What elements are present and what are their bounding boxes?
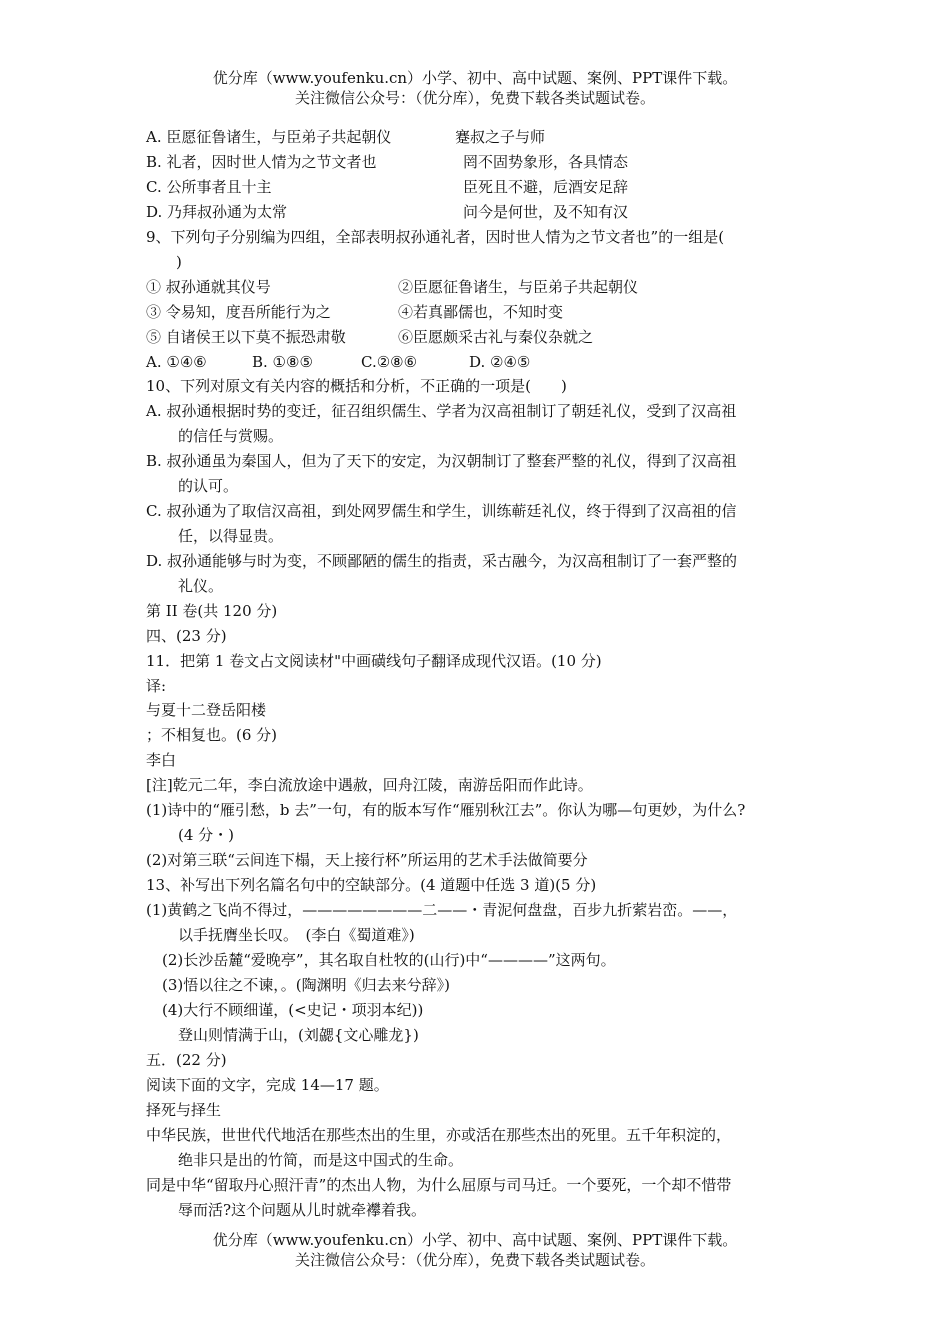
reading-instruction: 阅读下面的文字，完成 14—17 题。 bbox=[146, 1076, 389, 1094]
fill-1: (1)黄鹤之飞尚不得过，————————二——・青泥何盘盘，百步九折萦岩峦。——， bbox=[146, 901, 738, 919]
translation-label: 译: bbox=[146, 677, 167, 695]
poem-author: 李白 bbox=[146, 751, 177, 769]
fill-2: (2)长沙岳麓“爱晚亭”，其名取自杜牧的(山行)中“————”这两句。 bbox=[162, 951, 616, 969]
q10-option-c: C. 叔孙通为了取信汉高祖，到处网罗儒生和学生，训练蕲廷礼仪，终于得到了汉高祖的信 bbox=[146, 502, 737, 520]
q10-option-b-cont: 的认可。 bbox=[178, 477, 239, 495]
q10-option-a: A. 叔孙通根据时势的变迁，征召组织儒生、学者为汉高祖制订了朝廷礼仪，受到了汉高祖 bbox=[146, 402, 737, 420]
essay-title: 择死与择生 bbox=[146, 1101, 222, 1119]
poem-question-1-cont: (4 分・) bbox=[178, 826, 235, 844]
q9-option-d: D. ②④⑤ bbox=[469, 353, 531, 371]
q8-row-b: B. 礼者，因时世人情为之节文者也 罔不固势象形，各具情态 bbox=[146, 153, 629, 171]
q11-stem: 11．把第 1 卷文占文阅读材"中画磺线句子翻译成现代汉语。(10 分) bbox=[146, 652, 602, 670]
section-four-heading: 四、(23 分) bbox=[146, 627, 227, 645]
essay-paragraph-2: 同是中华“留取丹心照汗青”的杰出人物，为什么屈原与司马迁。一个要死，一个却不惜带 bbox=[146, 1176, 732, 1194]
fill-5: 登山则情满于山，(刘勰{文心雕龙}) bbox=[178, 1026, 419, 1044]
q9-options bbox=[146, 352, 531, 372]
q9-items-row-1: ① 叔孙通就其仪号 ②臣愿征鲁诸生，与臣弟子共起朝仪 bbox=[146, 278, 639, 296]
header-line-1: 优分库（www.youfenku.cn）小学、初中、高中试题、案例、PPT课件下载。 bbox=[212, 69, 738, 87]
fill-1-cont: 以手抚膺坐长叹。 (李白《蜀道难》) bbox=[178, 926, 415, 944]
section-five-heading: 五．(22 分) bbox=[146, 1051, 227, 1069]
q10-stem: 10、下列对原文有关内容的概括和分析，不正确的一项是( ) bbox=[146, 377, 567, 395]
poem-question-1: (1)诗中的“雁引愁，b 去”一句，有的版本写作“雁别秋江去”。你认为哪—句更妙，为什么? bbox=[146, 801, 746, 819]
page-footer bbox=[0, 1230, 950, 1270]
q8-row-a: A. 臣愿征鲁诸生，与臣弟子共起朝仪 蹇叔之子与师 bbox=[146, 128, 546, 146]
q10-option-d-cont: 礼仪。 bbox=[178, 577, 224, 595]
text-line: ；不相复也。(6 分) bbox=[146, 726, 278, 744]
poem-note: [注]乾元二年，李白流放途中遇赦，回舟江陵，南游岳阳而作此诗。 bbox=[146, 776, 593, 794]
q8-row-c: C. 公所事者且十主 臣死且不避，卮酒安足辞 bbox=[146, 178, 629, 196]
header-line-2: 关注微信公众号：（优分库），免费下载各类试题试卷。 bbox=[294, 89, 655, 107]
q9-stem: 9、下列句子分别编为四组，全部表明叔孙通礼者，因时世人情为之节文者也”的一组是( bbox=[146, 228, 725, 246]
fill-4: (4)大行不顾细谨，(<史记・项羽本纪)) bbox=[162, 1001, 424, 1019]
page-header bbox=[0, 68, 950, 108]
q9-items-row-2: ③ 令易知，度吾所能行为之 ④若真鄙儒也，不知时变 bbox=[146, 303, 564, 321]
poem-question-2: (2)对第三联“云间连下榻，天上接行杯”所运用的艺术手法做简要分 bbox=[146, 851, 588, 869]
q10-option-c-cont: 任，以得显贵。 bbox=[178, 527, 284, 545]
essay-paragraph-2-cont: 辱而活?这个问题从儿时就牵襻着我。 bbox=[178, 1201, 427, 1219]
q9-option-b: B. ①⑧⑤ bbox=[252, 353, 313, 371]
footer-line-1: 优分库（www.youfenku.cn）小学、初中、高中试题、案例、PPT课件下载。 bbox=[212, 1231, 738, 1249]
q9-option-a: A. ①④⑥ bbox=[146, 353, 207, 371]
essay-paragraph-1: 中华民族，世世代代地活在那些杰出的生里，亦或活在那些杰出的死里。五千年积淀的， bbox=[146, 1126, 732, 1144]
q10-option-d: D. 叔孙通能够与时为变，不顾鄙陋的儒生的指责，采古融今，为汉高租制订了一套严整的 bbox=[146, 552, 738, 570]
essay-paragraph-1-cont: 绝非只是出的竹简，而是这中国式的生命。 bbox=[178, 1151, 464, 1169]
q9-stem-cont: ) bbox=[176, 253, 182, 271]
footer-line-2: 关注微信公众号：（优分库），免费下载各类试题试卷。 bbox=[294, 1251, 655, 1269]
q9-items-row-3: ⑤ 自诸侯王以下莫不振恐肃敬 ⑥臣愿颇采古礼与秦仪杂就之 bbox=[146, 328, 594, 346]
q10-option-b: B. 叔孙通虽为秦国人，但为了天下的安定，为汉朝制订了整套严整的礼仪，得到了汉高祖 bbox=[146, 452, 737, 470]
fill-3: (3)悟以往之不谏，。(陶渊明《归去来兮辞》) bbox=[162, 976, 450, 994]
q10-option-a-cont: 的信任与赏赐。 bbox=[178, 427, 284, 445]
part2-title: 第 II 卷(共 120 分) bbox=[146, 602, 278, 620]
q13-stem: 13、补写出下列名篇名句中的空缺部分。(4 道题中任选 3 道)(5 分) bbox=[146, 876, 597, 894]
q9-option-c: C.②⑧⑥ bbox=[361, 353, 418, 371]
q8-row-d: D. 乃拜叔孙通为太常 问今是何世，及不知有汉 bbox=[146, 203, 629, 221]
poem-title: 与夏十二登岳阳楼 bbox=[146, 701, 267, 719]
